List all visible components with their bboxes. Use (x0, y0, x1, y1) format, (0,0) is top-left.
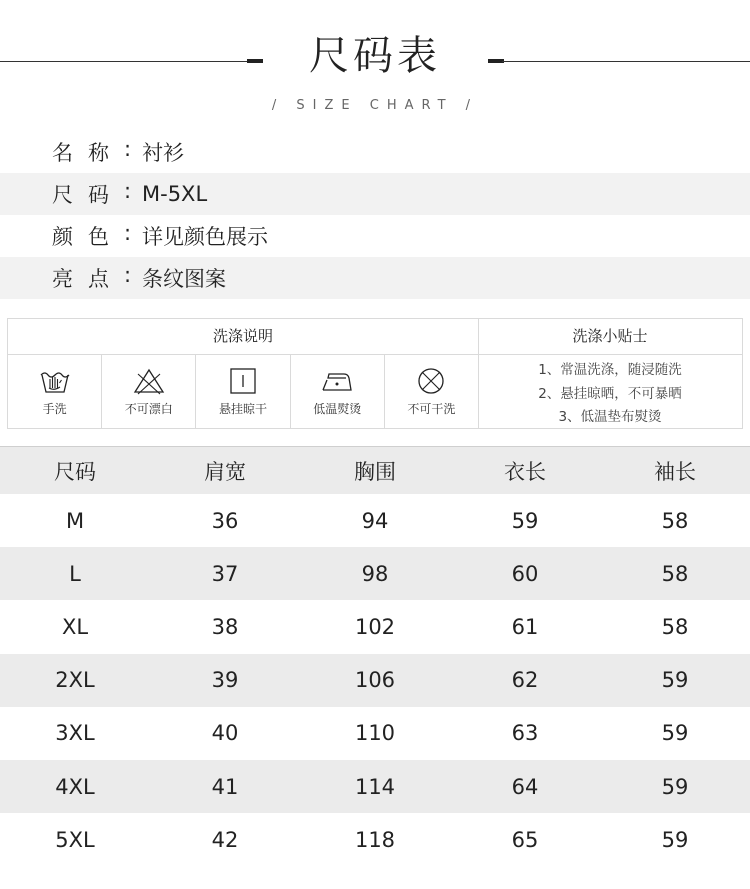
table-cell: L (69, 561, 81, 586)
table-cell: 98 (361, 561, 389, 586)
info-colon: : (124, 137, 132, 161)
table-cell: 94 (361, 508, 389, 533)
table-cell: 63 (511, 721, 539, 746)
table-cell: 64 (511, 774, 539, 799)
table-cell: 40 (211, 721, 239, 746)
care-tips (478, 355, 742, 430)
table-row (0, 813, 750, 866)
table-cell: 58 (661, 614, 689, 639)
table-cell: 39 (211, 668, 239, 693)
care-item-low-iron (291, 355, 385, 428)
table-cell: 60 (511, 561, 539, 586)
info-label-char: 码 (88, 183, 109, 207)
table-cell: 2XL (55, 668, 95, 693)
care-instructions-title: 洗涤说明 (8, 319, 478, 355)
care-instructions (7, 318, 743, 429)
info-row-color (0, 215, 750, 257)
table-cell: M (65, 508, 85, 533)
care-tip: 1、常温洗涤，随浸随洗 (538, 362, 682, 378)
care-item-no-dry-clean (385, 355, 478, 428)
table-cell: 58 (661, 508, 689, 533)
no-bleach-icon (132, 366, 166, 396)
table-row (0, 654, 750, 707)
care-item-hand-wash (8, 355, 102, 428)
low-iron-icon (320, 366, 354, 396)
info-label (52, 179, 140, 209)
table-cell: 118 (354, 827, 396, 852)
table-row (0, 760, 750, 813)
header (0, 0, 750, 130)
info-label-char: 名 (52, 141, 73, 165)
no-dry-clean-icon (414, 366, 448, 396)
table-cell: 102 (354, 614, 396, 639)
info-value: 详见颜色展示 (142, 225, 268, 249)
table-cell: 62 (511, 668, 539, 693)
page-subtitle: / SIZE CHART / (271, 98, 479, 113)
info-value: 衬衫 (142, 141, 184, 165)
info-value: 条纹图案 (142, 267, 226, 291)
table-row (0, 547, 750, 600)
table-cell: 61 (511, 614, 539, 639)
table-cell: 38 (211, 614, 239, 639)
care-tips-panel (478, 319, 742, 428)
info-colon: : (124, 221, 132, 245)
table-cell: 65 (511, 827, 539, 852)
column-header: 尺码 (54, 459, 96, 484)
table-cell: 114 (354, 774, 396, 799)
table-cell: 36 (211, 508, 239, 533)
info-label-char: 色 (88, 225, 109, 249)
table-cell: 110 (354, 721, 396, 746)
table-cell: 4XL (55, 774, 95, 799)
care-item-hang-dry (196, 355, 290, 428)
table-cell: 37 (211, 561, 239, 586)
care-tip: 2、悬挂晾晒，不可暴晒 (538, 385, 682, 402)
table-cell: 3XL (55, 721, 95, 746)
hang-dry-icon (226, 366, 260, 396)
size-table-header (0, 446, 750, 494)
info-label (52, 137, 140, 167)
info-colon: : (124, 179, 132, 203)
care-instructions-panel (8, 319, 479, 428)
table-cell: 59 (661, 721, 689, 746)
info-label-char: 点 (88, 267, 109, 291)
info-row-size (0, 173, 750, 215)
care-icons (8, 355, 478, 428)
info-label-char: 亮 (52, 267, 73, 291)
care-tip: 3、低温垫布熨烫 (558, 409, 662, 425)
info-label (52, 221, 140, 251)
table-cell: 59 (661, 668, 689, 693)
table-row (0, 600, 750, 653)
table-cell: 58 (661, 561, 689, 586)
care-label: 不可漂白 (124, 402, 173, 416)
table-cell: 59 (661, 774, 689, 799)
table-row (0, 707, 750, 760)
size-table (0, 446, 750, 866)
table-cell: XL (61, 614, 89, 639)
care-tips-title: 洗涤小贴士 (478, 319, 742, 355)
info-row-name (0, 131, 750, 173)
info-label-char: 颜 (52, 225, 73, 249)
table-cell: 59 (511, 508, 539, 533)
care-item-no-bleach (102, 355, 196, 428)
info-colon: : (124, 263, 132, 287)
care-label: 手洗 (42, 402, 67, 416)
care-label: 不可干洗 (407, 402, 456, 416)
product-info (0, 131, 750, 299)
table-cell: 106 (354, 668, 396, 693)
care-label: 低温熨烫 (313, 402, 362, 416)
info-label-char: 尺 (52, 183, 73, 207)
column-header: 肩宽 (204, 459, 246, 484)
table-cell: 42 (211, 827, 239, 852)
hand-wash-icon (38, 366, 72, 396)
info-label (52, 263, 140, 293)
info-row-highlight (0, 257, 750, 299)
info-value: M-5XL (142, 182, 208, 206)
table-cell: 41 (211, 774, 239, 799)
column-header: 衣长 (504, 459, 546, 484)
info-label-char: 称 (88, 141, 109, 165)
column-header: 袖长 (654, 459, 696, 484)
table-cell: 59 (661, 827, 689, 852)
column-header: 胸围 (354, 459, 396, 484)
table-row (0, 494, 750, 547)
table-cell: 5XL (55, 827, 95, 852)
care-label: 悬挂晾干 (219, 402, 268, 416)
header-line-right (502, 61, 750, 62)
page-title: 尺码表 (309, 33, 441, 79)
